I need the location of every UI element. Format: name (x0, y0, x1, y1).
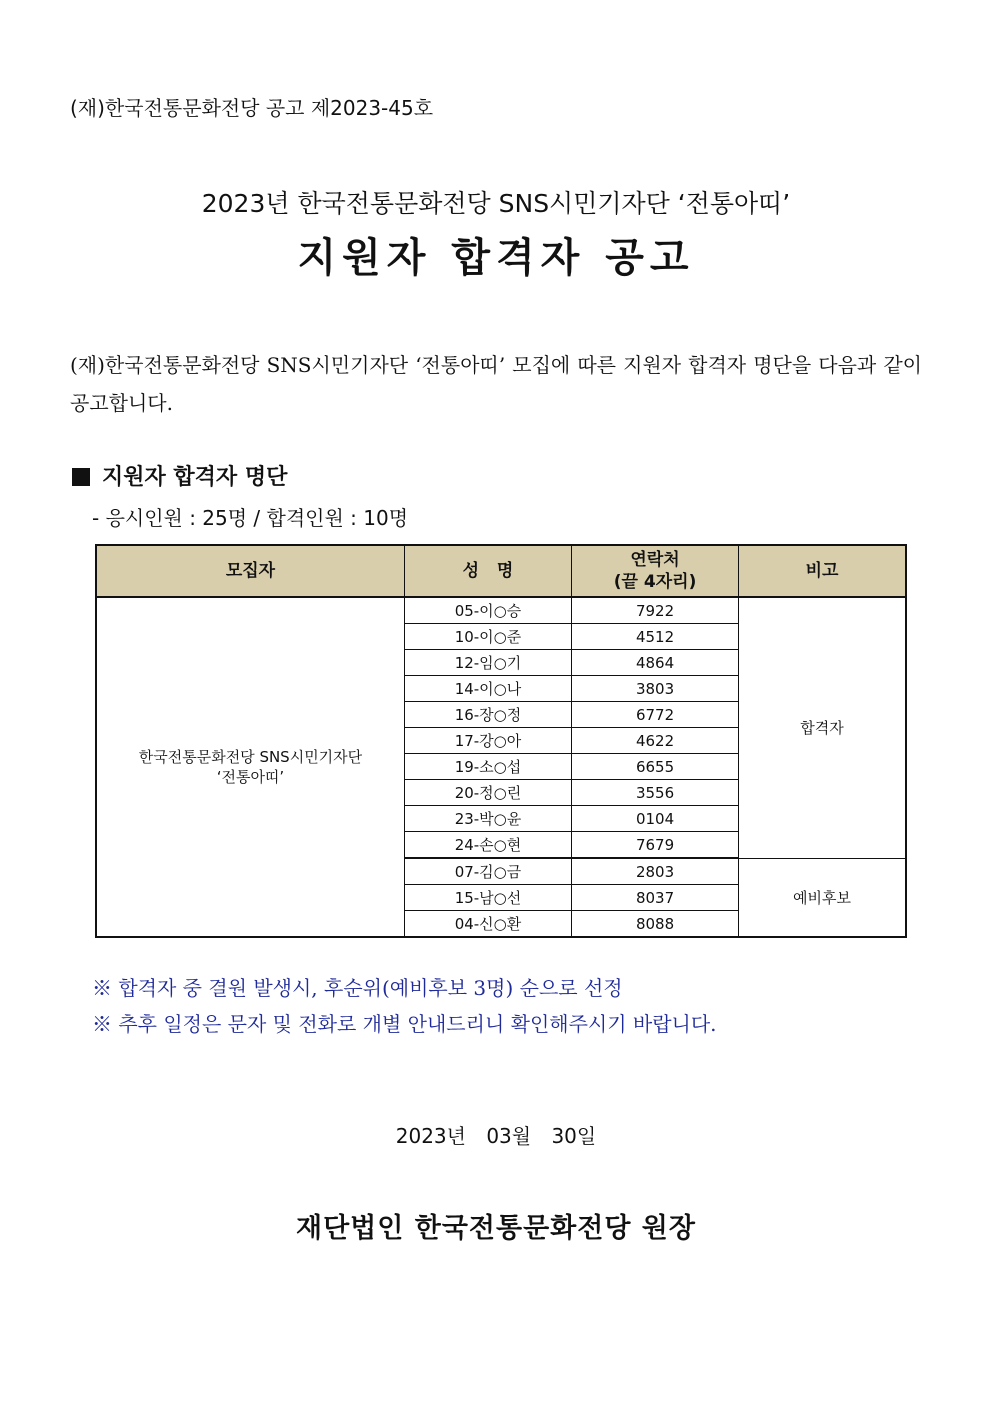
status-passed-cell: 합격자 (739, 597, 906, 858)
recruiter-line1: 한국전통문화전당 SNS시민기자단 (138, 748, 363, 766)
applicant-stats: - 응시인원 : 25명 / 합격인원 : 10명 (92, 506, 409, 530)
table-header-row (96, 545, 906, 597)
applicant-phone-cell: 7679 (572, 832, 739, 859)
applicant-phone-cell: 7922 (572, 597, 739, 624)
header-note: 비고 (739, 545, 906, 597)
header-recruiter: 모집자 (96, 545, 404, 597)
note-line: ※ 합격자 중 결원 발생시, 후순위(예비후보 3명) 순으로 선정 (92, 976, 623, 1000)
applicant-phone-cell: 0104 (572, 806, 739, 832)
applicant-phone-cell: 4512 (572, 624, 739, 650)
header-contact-line2: (끝 4자리) (613, 572, 697, 592)
applicant-name-cell: 16-장○정 (404, 702, 571, 728)
recruiter-line2: ‘전통아띠’ (216, 768, 285, 786)
applicant-name-cell: 20-정○린 (404, 780, 571, 806)
applicant-phone-cell: 4622 (572, 728, 739, 754)
applicant-phone-cell: 3803 (572, 676, 739, 702)
signature: 재단법인 한국전통문화전당 원장 (296, 1213, 696, 1244)
applicant-name-cell: 23-박○윤 (404, 806, 571, 832)
applicant-phone-cell: 8088 (572, 911, 739, 938)
document-title: 지원자 합격자 공고 (297, 235, 695, 281)
applicant-phone-cell: 6655 (572, 754, 739, 780)
results-table (95, 544, 907, 938)
header-name-text: 성 명 (462, 561, 514, 581)
applicant-phone-cell: 8037 (572, 885, 739, 911)
applicant-name-cell: 15-남○선 (404, 885, 571, 911)
header-name (404, 545, 571, 597)
recruiter-cell (96, 597, 404, 937)
header-contact (572, 545, 739, 597)
applicant-phone-cell: 3556 (572, 780, 739, 806)
section-heading (72, 460, 287, 491)
document-subtitle: 2023년 한국전통문화전당 SNS시민기자단 ‘전통아띠’ (201, 189, 791, 218)
notice-date: 2023년 03월 30일 (395, 1124, 597, 1148)
applicant-name-cell: 10-이○준 (404, 624, 571, 650)
applicant-name-cell: 04-신○환 (404, 911, 571, 938)
table-body (96, 597, 906, 937)
intro-paragraph: (재)한국전통문화전당 SNS시민기자단 ‘전통아띠’ 모집에 따른 지원자 합격자 명단을 다음과 같이 공고합니다. (70, 353, 922, 415)
applicant-phone-cell: 2803 (572, 858, 739, 885)
notice-number: (재)한국전통문화전당 공고 제2023-45호 (70, 96, 434, 120)
applicant-name-cell: 19-소○섭 (404, 754, 571, 780)
applicant-name-cell: 05-이○승 (404, 597, 571, 624)
section-heading-text: 지원자 합격자 명단 (102, 465, 288, 490)
applicant-phone-cell: 4864 (572, 650, 739, 676)
applicant-name-cell: 24-손○현 (404, 832, 571, 859)
applicant-name-cell: 14-이○나 (404, 676, 571, 702)
applicant-phone-cell: 6772 (572, 702, 739, 728)
note-line: ※ 추후 일정은 문자 및 전화로 개별 안내드리니 확인해주시기 바랍니다. (92, 1012, 717, 1036)
black-square-icon (72, 468, 90, 486)
applicant-name-cell: 17-강○아 (404, 728, 571, 754)
notes (92, 970, 717, 1042)
table-row (96, 597, 906, 624)
status-reserve-cell: 예비후보 (739, 858, 906, 937)
applicant-name-cell: 07-김○금 (404, 858, 571, 885)
header-contact-line1: 연락처 (630, 550, 680, 570)
applicant-name-cell: 12-임○기 (404, 650, 571, 676)
